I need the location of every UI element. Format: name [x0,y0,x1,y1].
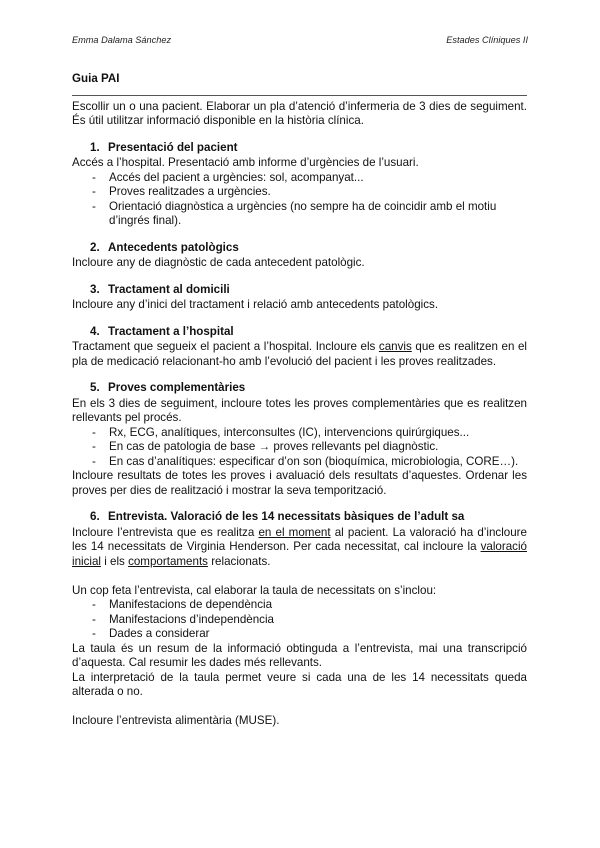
list-item: - Orientació diagnòstica a urgències (no sempre ha de coincidir amb el motiu d’ingrés final). [72,200,527,229]
list-item: - Dades a considerar [72,627,527,642]
section-6-paragraph-1 [72,526,527,570]
section-5-heading [72,381,527,396]
section-3-heading [72,283,527,298]
section-2-text: Incloure any de diagnòstic de cada antecedent patològic. [72,256,365,269]
title-divider [72,95,527,96]
section-6-paragraph-3: La taula és un resum de la informació obtinguda a l’entrevista, mai una transcripció d’aquesta. Cal resumir les dades més rellevants. [72,641,527,669]
text-span: relacionats. [207,554,271,568]
section-5-list [72,426,527,470]
header-course: Estades Clíniques II [446,35,528,45]
section-1-heading [72,141,527,156]
list-item: - Manifestacions d’independència [72,613,527,628]
section-6-paragraph-4: La interpretació de la taula permet veure si cada una de les 14 necessitats queda alterada o no. [72,670,527,698]
section-1-title: Presentació del pacient [108,140,238,154]
section-6-heading [72,510,527,525]
underlined-text: canvis [378,340,412,353]
section-4-heading [72,325,527,340]
section-4-text [72,340,527,369]
section-5-text: En els 3 dies de seguiment, incloure totes les proves complementàries que es realitzen rellevants pel procés. [72,396,527,424]
list-item: - Manifestacions de dependència [72,598,527,613]
section-4-title: Tractament a l’hospital [108,324,234,338]
text-span: Tractament que segueix el pacient a l’hospital. Incloure els [72,340,379,353]
section-3-title: Tractament al domicili [108,282,230,296]
spacer [72,700,527,715]
header-author: Emma Dalama Sánchez [72,35,172,45]
underlined-text: en el moment [258,525,331,539]
text-span: i els [101,554,129,568]
document-title: Guia PAI [72,72,120,85]
section-1-text: Accés a l’hospital. Presentació amb informe d’urgències de l’usuari. [72,156,419,169]
list-item: - Accés del pacient a urgències: sol, acompanyat... [72,171,527,186]
section-6-number: 6. [90,510,100,523]
section-6-paragraph-2: Un cop feta l’entrevista, cal elaborar la taula de necessitats on s’inclou: [72,583,437,597]
section-2-number: 2. [90,240,100,254]
list-item: - En cas de patologia de base → proves rellevants pel diagnòstic. [72,440,527,455]
text-span: Incloure l’entrevista que es realitza [72,525,259,539]
list-item: - En cas d’analítiques: especificar d’on son (bioquímica, microbiologia, CORE…). [72,455,527,470]
list-item: - Proves realitzades a urgències. [72,185,527,200]
text-span: que es realitzen en el pla de medicació relacionant-ho amb l’evolució del pacient i les proves realitzades. [72,340,527,368]
section-3-text: Incloure any d’inici del tractament i relació amb antecedents patològics. [72,298,439,311]
section-5-text-2: Incloure resultats de totes les proves i avaluació dels resultats d’aquestes. Ordenar les proves per dies de realització i mostrar la seva temporització. [72,469,527,497]
intro-paragraph: Escollir un o una pacient. Elaborar un pla d’atenció d’infermeria de 3 dies de seguiment. És útil utilitzar informació disponible en la història clínica. [72,99,527,127]
spacer [72,569,527,584]
list-item: - Rx, ECG, analítiques, interconsultes (IC), intervencions quirúrgiques... [72,426,527,441]
section-5-number: 5. [90,381,100,394]
section-6-title: Entrevista. Valoració de les 14 necessitats bàsiques de l’adult sa [108,510,465,523]
section-4-number: 4. [90,324,100,338]
underlined-text: valoració inicial [72,540,527,568]
document-body [72,72,527,729]
section-2-title: Antecedents patològics [108,240,239,254]
section-1-number: 1. [90,140,100,154]
section-6-list [72,598,527,642]
underlined-text: comportaments [128,554,208,568]
section-1-list [72,171,527,229]
section-5-title: Proves complementàries [108,381,246,394]
section-3-number: 3. [90,282,100,296]
section-6-paragraph-5: Incloure l’entrevista alimentària (MUSE). [72,714,280,727]
section-2-heading [72,241,527,256]
text-span: al pacient. La valoració ha d’incloure les 14 necessitats de Virginia Henderson. Per cada necessitat, cal incloure la [72,525,527,553]
